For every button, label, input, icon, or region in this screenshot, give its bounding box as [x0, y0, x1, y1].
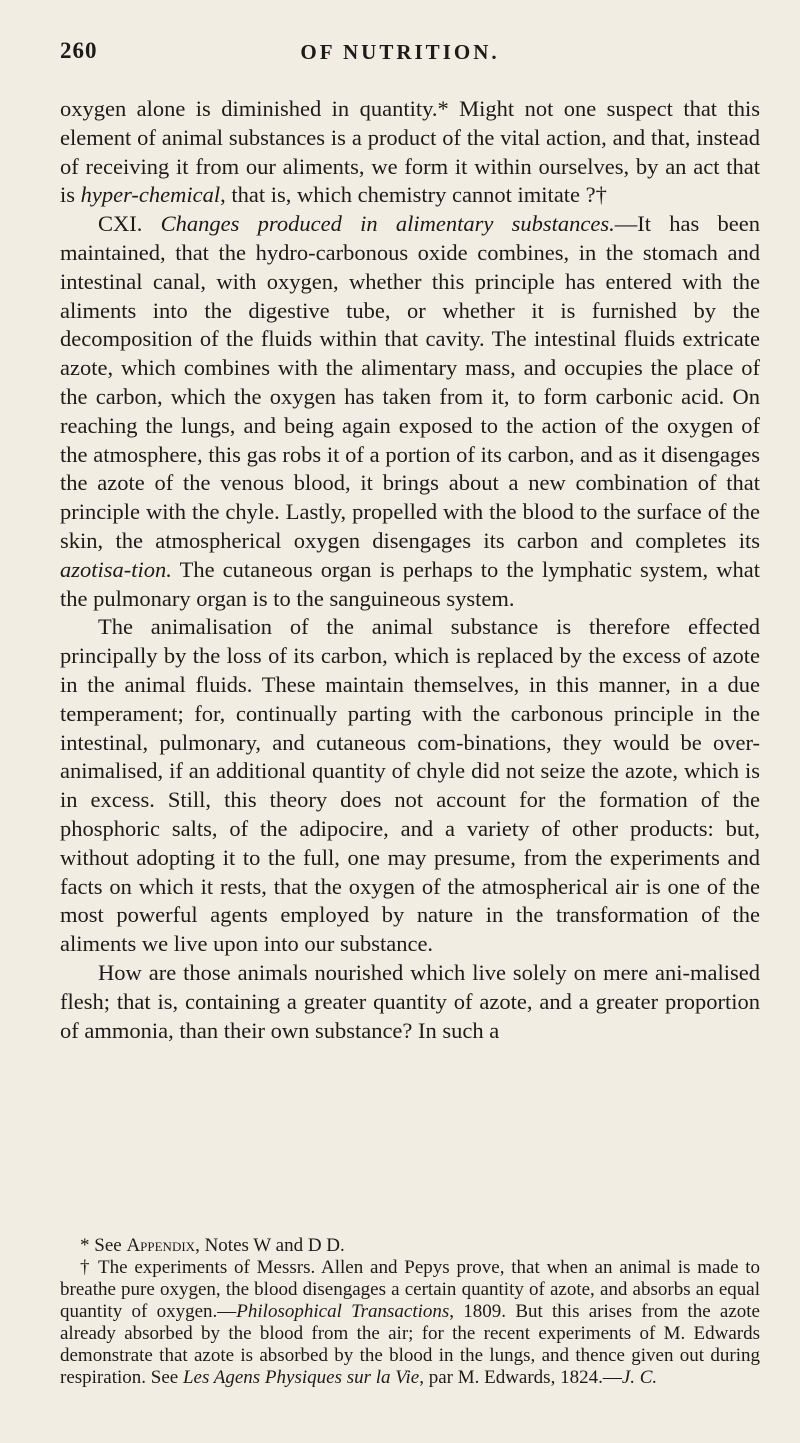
footnote-1	[60, 1235, 760, 1257]
page-header	[0, 38, 800, 78]
footnotes	[60, 1235, 760, 1389]
paragraph-2	[60, 210, 760, 613]
italic-title: Philosophical Transactions	[236, 1301, 450, 1322]
paragraph-1	[60, 95, 760, 210]
footnote-2	[60, 1257, 760, 1389]
text-run: * See	[80, 1235, 127, 1256]
italic-title: Les Agens Physiques sur la Vie	[182, 1367, 420, 1388]
italic-initials: J. C.	[621, 1367, 658, 1388]
body-text	[60, 95, 760, 1045]
paragraph-4: How are those animals nourished which live solely on mere ani-malised flesh; that is, containing a greater quantity of azote, and a greater proportion of ammonia, than their own substance? In such a	[60, 959, 760, 1043]
italic-term: azotisa-tion.	[60, 556, 172, 582]
text-run: —It has been maintained, that the hydro-carbonous oxide combines, in the stomach and intestinal canal, with oxygen, whether this principle has entered with the aliments into the digestive tube, or whether it is furnished by the decomposition of the fluids within that cavity. The intestinal fluids extricate azote, which combines with the alimentary mass, and occupies the place of the carbon, which the oxygen has taken from it, to form carbonic acid. On reaching the lungs, and being again exposed to the action of the oxygen of the atmosphere, this gas robs it of a portion of its carbon, and as it disengages the azote of the venous blood, it brings about a new combination of that principle with the chyle. Lastly, propelled with the blood to the surface of the skin, the atmospherical oxygen disengages its carbon and completes its	[60, 211, 761, 553]
italic-term: hyper-chemical	[80, 182, 221, 208]
small-caps-term: Appendix	[126, 1235, 196, 1256]
text-run: , that is, which chemistry cannot imitate ?†	[220, 182, 607, 208]
text-run: oxygen alone is diminished in quantity.* Might not one suspect that this element of animal substances is a product of the vital action, and that, instead of receiving it from our aliments, we form it within ourselves, by an act that is	[60, 96, 760, 208]
paragraph-3: The animalisation of the animal substance is therefore effected principally by the loss of its carbon, which is replaced by the excess of azote in the animal fluids. These maintain themselves, in this manner, in a due temperament; for, continually parting with the carbonous principle in the intestinal, pulmonary, and cutaneous com-binations, they would be over-animalised, if an additional quantity of chyle did not seize the azote, which is in excess. Still, this theory does not account for the formation of the phosphoric salts, of the adipocire, and a variety of other products: but, without adopting it to the full, one may presume, from the experiments and facts on which it rests, that the oxygen of the atmospherical air is one of the most powerful agents employed by nature in the transformation of the aliments we live upon into our substance.	[60, 614, 760, 957]
text-run: † The experiments of Messrs. Allen and Pepys prove, that when an animal is made to breathe pure oxygen, the blood disengages a certain quantity of azote, and absorbs an equal quantity of oxygen.—	[60, 1257, 760, 1322]
text-run: The cutaneous organ is perhaps to the lymphatic system, what the pulmonary organ is to the sanguineous system.	[60, 556, 760, 611]
running-head: OF NUTRITION.	[300, 40, 500, 64]
text-run: , par M. Edwards, 1824.—	[419, 1367, 622, 1388]
section-number: CXI.	[98, 211, 161, 237]
page-number: 260	[60, 38, 98, 63]
section-heading: Changes produced in alimentary substances.	[160, 211, 615, 237]
text-run: , Notes W and D D.	[195, 1235, 345, 1256]
text-run: , 1809. But this arises from the azote already absorbed by the blood from the air; for the recent experiments of M. Edwards demonstrate that azote is absorbed by the blood in the lungs, and thence given out during respiration. See	[60, 1301, 760, 1388]
